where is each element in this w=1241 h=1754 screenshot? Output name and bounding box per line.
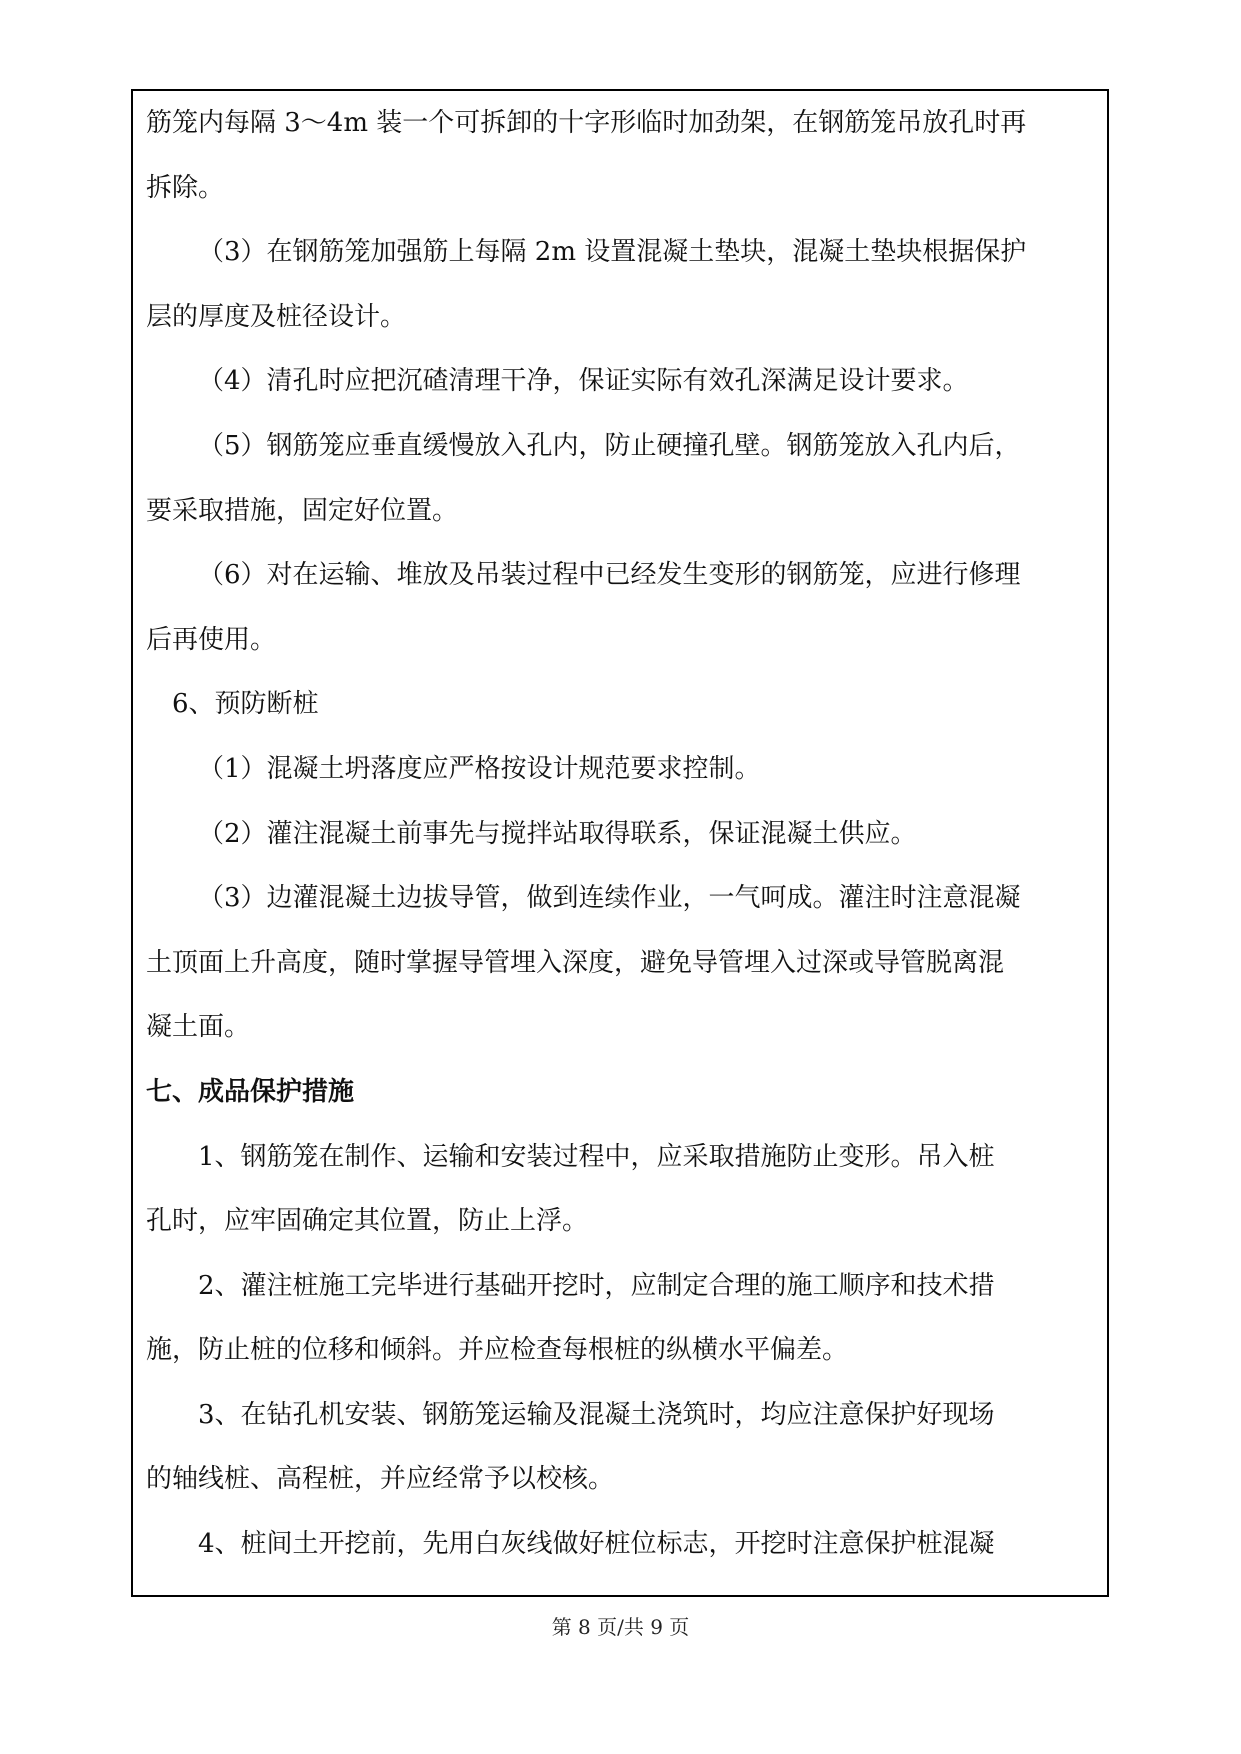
- text-line: （3）边灌混凝土边拔导管，做到连续作业，一气呵成。灌注时注意混凝: [198, 883, 1021, 914]
- text-line: （5）钢筋笼应垂直缓慢放入孔内，防止硬撞孔壁。钢筋笼放入孔内后，: [198, 430, 1021, 461]
- text-line: 层的厚度及桩径设计。: [146, 301, 407, 332]
- text-line: 凝土面。: [146, 1012, 251, 1043]
- text-line: （6）对在运输、堆放及吊装过程中已经发生变形的钢筋笼，应进行修理: [198, 560, 1021, 591]
- text-line: 3、在钻孔机安装、钢筋笼运输及混凝土浇筑时，均应注意保护好现场: [198, 1399, 995, 1430]
- text-line: 2、灌注桩施工完毕进行基础开挖时，应制定合理的施工顺序和技术措: [198, 1270, 995, 1301]
- text-line: 后再使用。: [146, 624, 277, 655]
- text-line: 筋笼内每隔 3～4m 装一个可拆卸的十字形临时加劲架，在钢筋笼吊放孔时再: [146, 108, 1027, 138]
- text-line: 6、预防断桩: [172, 689, 319, 720]
- page-footer: 第 8 页/共 9 页: [551, 1615, 690, 1639]
- text-line: 1、钢筋笼在制作、运输和安装过程中，应采取措施防止变形。吊入桩: [198, 1141, 995, 1172]
- document-body: [146, 91, 1112, 1577]
- text-line: 孔时，应牢固确定其位置，防止上浮。: [146, 1206, 589, 1237]
- document-frame: [131, 89, 1109, 1597]
- text-line: 施，防止桩的位移和倾斜。并应检查每根桩的纵横水平偏差。: [146, 1335, 849, 1366]
- section-heading: 七、成品保护措施: [146, 1076, 355, 1107]
- text-line: 4、桩间土开挖前，先用白灰线做好桩位标志，开挖时注意保护桩混凝: [198, 1529, 995, 1560]
- text-line: （2）灌注混凝土前事先与搅拌站取得联系，保证混凝土供应。: [198, 818, 917, 849]
- text-line: 拆除。: [146, 172, 225, 203]
- text-line: 的轴线桩、高程桩，并应经常予以校核。: [146, 1464, 615, 1495]
- text-line: （4）清孔时应把沉碴清理干净，保证实际有效孔深满足设计要求。: [198, 366, 969, 397]
- text-line: 土顶面上升高度，随时掌握导管埋入深度，避免导管埋入过深或导管脱离混: [146, 947, 1005, 978]
- text-line: （3）在钢筋笼加强筋上每隔 2m 设置混凝土垫块，混凝土垫块根据保护: [198, 237, 1027, 268]
- text-line: 要采取措施，固定好位置。: [146, 495, 459, 526]
- text-line: （1）混凝土坍落度应严格按设计规范要求控制。: [198, 753, 761, 784]
